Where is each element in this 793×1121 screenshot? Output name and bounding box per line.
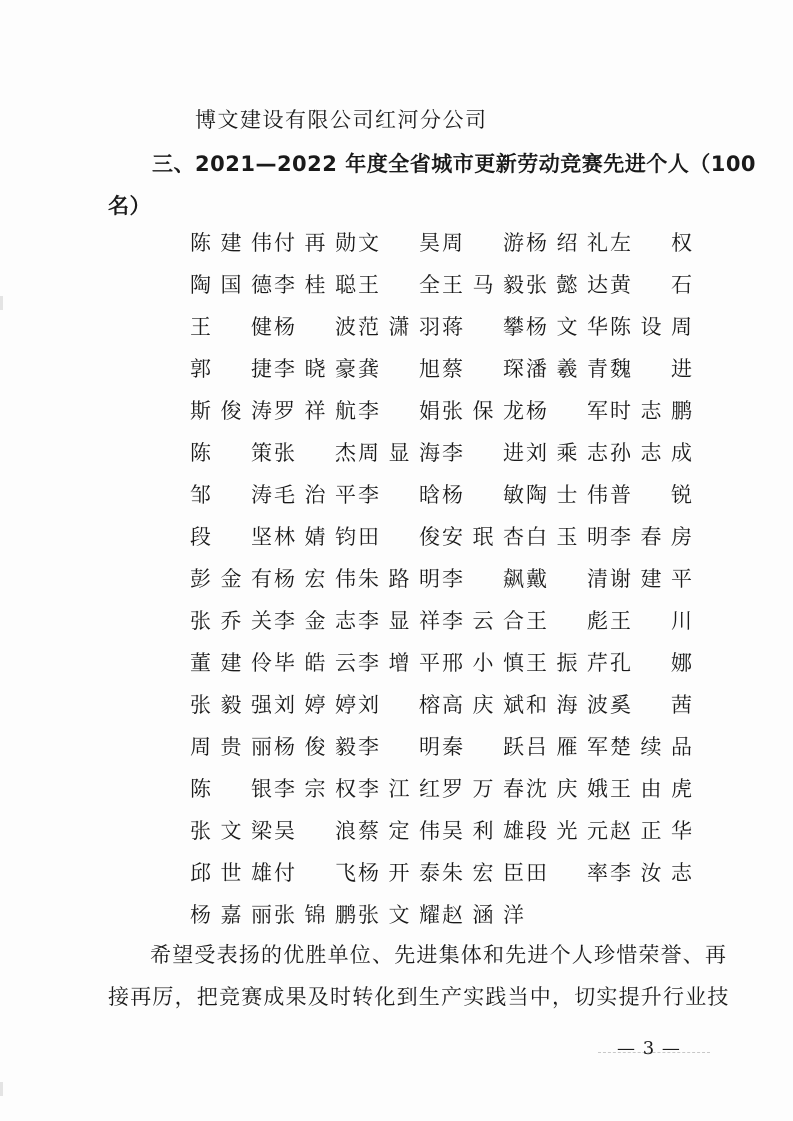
award-name: 李 明 — [358, 735, 440, 759]
award-name: 张 保 龙 — [442, 399, 524, 423]
award-name: 吴 利 雄 — [442, 819, 524, 843]
award-name: 周 显 海 — [358, 441, 440, 465]
award-name: 杨 敏 — [442, 483, 524, 507]
award-name: 王 由 虎 — [610, 777, 692, 801]
award-name: 李 金 志 — [274, 609, 356, 633]
award-name: 杨 军 — [526, 399, 608, 423]
award-name: 蔡 琛 — [442, 357, 524, 381]
award-name: 邱 世 雄 — [190, 861, 272, 885]
award-name: 杨 绍 礼 — [526, 231, 608, 255]
award-name: 李 晓 豪 — [274, 357, 356, 381]
award-name: 秦 跃 — [442, 735, 524, 759]
award-name: 吴 浪 — [274, 819, 356, 843]
award-name: 孙 志 成 — [610, 441, 692, 465]
award-name: 楚 续 品 — [610, 735, 692, 759]
award-name: 潘 羲 青 — [526, 357, 608, 381]
closing-line-1: 希望受表扬的优胜单位、先进集体和先进个人珍惜荣誉、再 — [150, 943, 728, 967]
award-name: 李 桂 聪 — [274, 273, 356, 297]
scan-artifact — [0, 1082, 3, 1096]
award-name: 杨 俊 毅 — [274, 735, 356, 759]
award-name: 张 锦 鹏 — [274, 903, 356, 927]
award-name: 王 全 — [358, 273, 440, 297]
award-name: 田 率 — [526, 861, 608, 885]
award-name: 张 杰 — [274, 441, 356, 465]
award-name: 邢 小 慎 — [442, 651, 524, 675]
award-name: 杨 开 泰 — [358, 861, 440, 885]
award-name: 张 懿 达 — [526, 273, 608, 297]
award-name: 彭 金 有 — [190, 567, 272, 591]
award-name: 孔 娜 — [610, 651, 692, 675]
section-heading-line-1: 三、2021—2022 年度全省城市更新劳动竞赛先进个人（100 — [152, 152, 757, 176]
award-name: 赵 正 华 — [610, 819, 692, 843]
award-name: 高 庆 斌 — [442, 693, 524, 717]
award-name: 安 珉 杏 — [442, 525, 524, 549]
award-name: 朱 路 明 — [358, 567, 440, 591]
award-name: 王 健 — [190, 315, 272, 339]
page-number: — 3 — — [617, 1038, 681, 1059]
award-name: 普 锐 — [610, 483, 692, 507]
award-name: 戴 清 — [526, 567, 608, 591]
award-name: 李 显 祥 — [358, 609, 440, 633]
award-name: 李 宗 权 — [274, 777, 356, 801]
award-name: 龚 旭 — [358, 357, 440, 381]
award-name: 罗 祥 航 — [274, 399, 356, 423]
award-name: 沈 庆 娥 — [526, 777, 608, 801]
award-name: 范 潇 羽 — [358, 315, 440, 339]
award-name: 李 晗 — [358, 483, 440, 507]
award-name: 陈 设 周 — [610, 315, 692, 339]
award-name: 段 光 元 — [526, 819, 608, 843]
award-name: 陈 建 伟 — [190, 231, 272, 255]
award-name: 李 娟 — [358, 399, 440, 423]
award-name: 奚 茜 — [610, 693, 692, 717]
award-name: 刘 乘 志 — [526, 441, 608, 465]
award-name: 蒋 攀 — [442, 315, 524, 339]
award-name: 谢 建 平 — [610, 567, 692, 591]
award-name: 时 志 鹏 — [610, 399, 692, 423]
award-name: 杨 宏 伟 — [274, 567, 356, 591]
award-name: 蔡 定 伟 — [358, 819, 440, 843]
award-name: 林 婧 钧 — [274, 525, 356, 549]
award-name: 张 文 梁 — [190, 819, 272, 843]
award-name: 李 春 房 — [610, 525, 692, 549]
award-name: 罗 万 春 — [442, 777, 524, 801]
award-name: 杨 嘉 丽 — [190, 903, 272, 927]
award-name: 李 汝 志 — [610, 861, 692, 885]
award-name: 斯 俊 涛 — [190, 399, 272, 423]
award-name: 王 川 — [610, 609, 692, 633]
award-name: 魏 进 — [610, 357, 692, 381]
award-name: 毕 皓 云 — [274, 651, 356, 675]
award-name: 王 马 毅 — [442, 273, 524, 297]
award-name: 杨 文 华 — [526, 315, 608, 339]
award-name: 毛 治 平 — [274, 483, 356, 507]
section-heading — [108, 143, 757, 227]
award-name: 陈 银 — [190, 777, 272, 801]
award-name: 杨 波 — [274, 315, 356, 339]
award-name: 朱 宏 臣 — [442, 861, 524, 885]
award-name: 周 游 — [442, 231, 524, 255]
award-name: 李 江 红 — [358, 777, 440, 801]
award-name: 和 海 波 — [526, 693, 608, 717]
award-name: 段 坚 — [190, 525, 272, 549]
company-line: 博文建设有限公司红河分公司 — [195, 108, 488, 132]
award-name: 郭 捷 — [190, 357, 272, 381]
award-name: 周 贵 丽 — [190, 735, 272, 759]
award-name: 李 云 合 — [442, 609, 524, 633]
award-name: 赵 涵 洋 — [442, 903, 524, 927]
closing-line-2: 接再厉，把竞赛成果及时转化到生产实践当中，切实提升行业技 — [108, 985, 730, 1009]
award-name: 李 增 平 — [358, 651, 440, 675]
scan-artifact — [0, 296, 3, 310]
award-name: 李 飙 — [442, 567, 524, 591]
award-name: 陈 策 — [190, 441, 272, 465]
section-heading-line-2: 名） — [108, 194, 151, 218]
closing-paragraph — [108, 934, 730, 1018]
award-name: 陶 国 德 — [190, 273, 272, 297]
award-name: 张 乔 关 — [190, 609, 272, 633]
award-name: 付 再 勋 — [274, 231, 356, 255]
award-name: 董 建 伶 — [190, 651, 272, 675]
award-name: 田 俊 — [358, 525, 440, 549]
award-name: 白 玉 明 — [526, 525, 608, 549]
award-name: 邹 涛 — [190, 483, 272, 507]
award-name: 李 进 — [442, 441, 524, 465]
award-name: 左 权 — [610, 231, 692, 255]
award-name: 王 振 芹 — [526, 651, 608, 675]
award-name: 张 毅 强 — [190, 693, 272, 717]
award-name: 文 昊 — [358, 231, 440, 255]
award-name: 张 文 耀 — [358, 903, 440, 927]
award-name: 王 彪 — [526, 609, 608, 633]
award-name: 黄 石 — [610, 273, 692, 297]
award-name: 吕 雁 军 — [526, 735, 608, 759]
award-name: 刘 婷 婷 — [274, 693, 356, 717]
award-name: 陶 士 伟 — [526, 483, 608, 507]
award-name: 刘 榕 — [358, 693, 440, 717]
award-name: 付 飞 — [274, 861, 356, 885]
